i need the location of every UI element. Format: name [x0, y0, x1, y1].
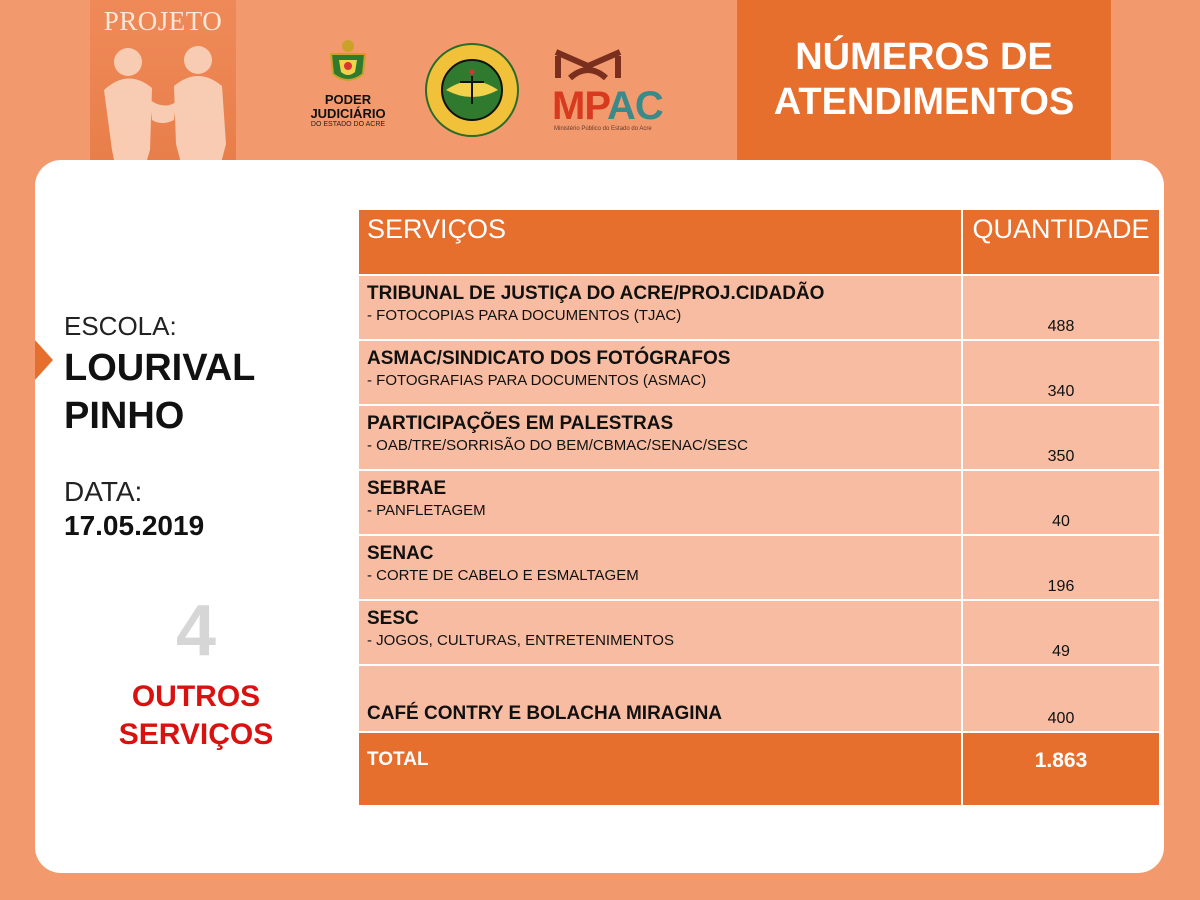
table-row [358, 600, 1160, 665]
service-detail: - OAB/TRE/SORRISÃO DO BEM/CBMAC/SENAC/SESC [367, 437, 748, 454]
table-row [358, 275, 1160, 340]
total-label: TOTAL [358, 732, 962, 806]
projeto-word: PROJETO [103, 6, 223, 36]
service-cell [358, 470, 962, 535]
data-value: 17.05.2019 [64, 510, 205, 541]
services-table [357, 208, 1161, 807]
pj-line2: JUDICIÁRIO [310, 106, 386, 121]
service-detail: - CORTE DE CABELO E ESMALTAGEM [367, 567, 639, 584]
table-row [358, 340, 1160, 405]
mpac-text: MPAC [552, 84, 663, 128]
coat-of-arms-icon [325, 38, 371, 88]
service-detail: - JOGOS, CULTURAS, ENTRETENIMENTOS [367, 632, 674, 649]
escola-label: ESCOLA: [64, 311, 177, 341]
quantity-cell: 340 [962, 340, 1160, 405]
service-cell [358, 535, 962, 600]
service-title: SENAC [367, 543, 434, 564]
service-detail: - PANFLETAGEM [367, 502, 486, 519]
quantity-cell: 488 [962, 275, 1160, 340]
total-value: 1.863 [962, 732, 1160, 806]
service-title: SEBRAE [367, 478, 447, 499]
other-services-line2: SERVIÇOS [118, 718, 274, 751]
mpac-logo [548, 48, 663, 138]
service-cell [358, 275, 962, 340]
data-label: DATA: [64, 476, 143, 507]
poder-judiciario-logo [298, 38, 398, 138]
quantity-cell: 40 [962, 470, 1160, 535]
escola-name-line1: LOURIVAL [64, 347, 256, 389]
service-cell [358, 405, 962, 470]
column-header-quantity: QUANTIDADE [962, 209, 1160, 275]
pj-line1: PODER [324, 92, 372, 107]
escola-name [64, 344, 324, 440]
page-title-line2: ATENDIMENTOS [773, 81, 1075, 123]
page-title-line1: NÚMEROS DE [795, 36, 1053, 78]
table-header-row [358, 209, 1160, 275]
page-title-box [737, 0, 1111, 160]
column-header-services: SERVIÇOS [358, 209, 962, 275]
service-title: PARTICIPAÇÕES EM PALESTRAS [367, 413, 674, 434]
service-cell [358, 600, 962, 665]
other-services-count: 4 [175, 591, 217, 671]
service-cell [358, 340, 962, 405]
mpac-symbol-icon [548, 48, 628, 84]
quantity-cell: 350 [962, 405, 1160, 470]
service-title: ASMAC/SINDICATO DOS FOTÓGRAFOS [367, 348, 731, 369]
service-title: TRIBUNAL DE JUSTIÇA DO ACRE/PROJ.CIDADÃO [367, 283, 825, 304]
service-detail: - FOTOCOPIAS PARA DOCUMENTOS (TJAC) [367, 307, 682, 324]
defensoria-seal-icon [424, 42, 520, 138]
table-row [358, 405, 1160, 470]
other-services-line1: OUTROS [131, 680, 261, 713]
pj-line3: DO ESTADO DO ACRE [310, 121, 386, 128]
table-row [358, 535, 1160, 600]
table-total-row [358, 732, 1160, 806]
service-title: SESC [367, 608, 419, 629]
table-row [358, 665, 1160, 732]
service-detail: - FOTOGRAFIAS PARA DOCUMENTOS (ASMAC) [367, 372, 707, 389]
quantity-cell: 196 [962, 535, 1160, 600]
defensoria-publica-logo [424, 42, 520, 138]
escola-name-line2: PINHO [64, 395, 185, 437]
quantity-cell: 400 [962, 665, 1160, 732]
table-row [358, 470, 1160, 535]
quantity-cell: 49 [962, 600, 1160, 665]
other-services-label [96, 678, 296, 754]
service-title: CAFÉ CONTRY E BOLACHA MIRAGINA [358, 665, 962, 732]
pointer-arrow-icon [35, 340, 53, 380]
mpac-subtitle: Ministério Público do Estado do Acre [554, 126, 652, 132]
